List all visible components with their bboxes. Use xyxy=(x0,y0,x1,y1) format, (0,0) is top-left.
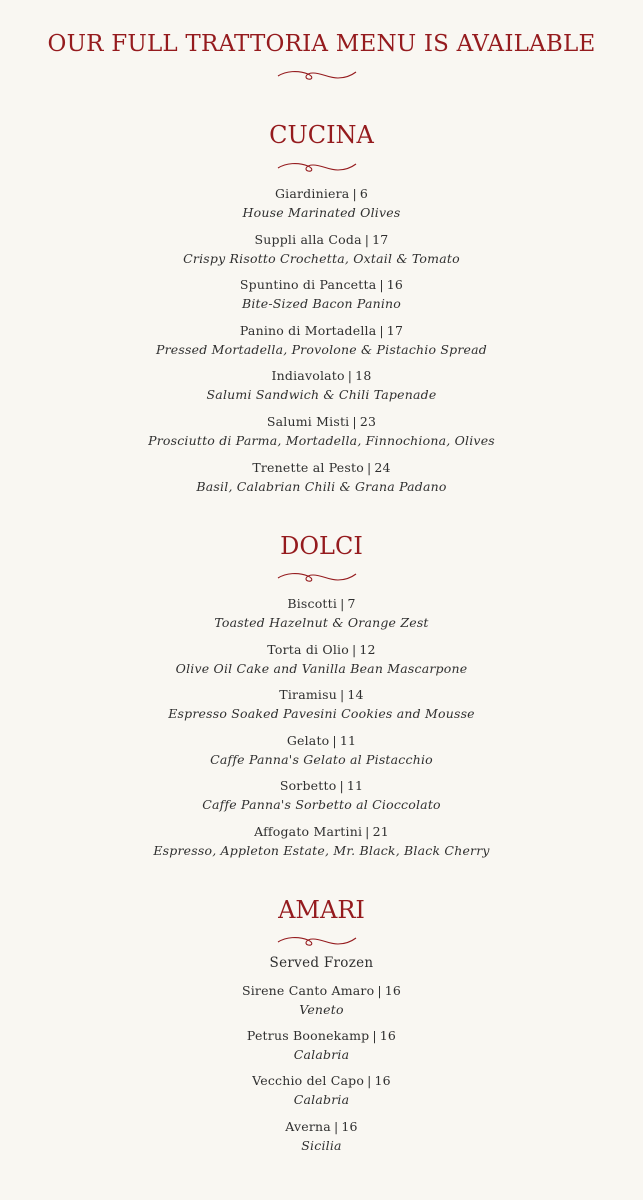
menu-item: Giardiniera | 6 House Marinated Olives xyxy=(0,184,643,222)
item-description: Crispy Risotto Crochetta, Oxtail & Tomato xyxy=(183,251,460,266)
item-name: Spuntino di Pancetta xyxy=(239,277,377,292)
menu-item: Suppli alla Coda | 17 Crispy Risotto Crochetta, Oxtail & Tomato xyxy=(0,230,643,268)
item-description: Caffe Panna's Sorbetto al Cioccolato xyxy=(202,797,441,812)
item-description: Caffe Panna's Gelato al Pistacchio xyxy=(210,752,433,767)
section-title-cucina: CUCINA xyxy=(269,121,374,149)
item-name: Affogato Martini xyxy=(254,824,363,839)
section-title-dolci: DOLCI xyxy=(280,532,363,560)
item-description: House Marinated Olives xyxy=(242,205,401,220)
item-price: 16 xyxy=(341,1119,358,1134)
item-description: Espresso, Appleton Estate, Mr. Black, Black Cherry xyxy=(153,843,490,858)
item-description: Calabria xyxy=(293,1047,350,1062)
item-name: Sorbetto xyxy=(279,778,337,793)
page-title: OUR FULL TRATTORIA MENU IS AVAILABLE xyxy=(47,31,596,57)
item-description: Bite-Sized Bacon Panino xyxy=(241,296,402,311)
item-name: Torta di Olio xyxy=(267,642,349,657)
item-price: 16 xyxy=(379,1028,397,1043)
item-price: 18 xyxy=(355,368,372,383)
item-description: Salumi Sandwich & Chili Tapenade xyxy=(206,387,437,402)
item-name: Giardiniera xyxy=(274,186,350,201)
menu-item: Sirene Canto Amaro | 16 Veneto xyxy=(0,981,643,1019)
item-price: 7 xyxy=(347,596,356,611)
section-note: Served Frozen xyxy=(269,955,374,971)
item-price: 21 xyxy=(372,824,389,839)
item-price: 17 xyxy=(386,323,404,338)
item-description: Basil, Calabrian Chili & Grana Padano xyxy=(196,479,447,494)
item-description: Toasted Hazelnut & Orange Zest xyxy=(214,615,429,630)
menu-item: Panino di Mortadella | 17 Pressed Mortadella, Provolone & Pistachio Spread xyxy=(0,321,643,359)
menu-item: Tiramisu | 14 Espresso Soaked Pavesini Cookies and Mousse xyxy=(0,685,643,723)
item-description: Veneto xyxy=(299,1002,344,1017)
item-name: Trenette al Pesto xyxy=(252,460,364,475)
menu-item: Petrus Boonekamp | 16 Calabria xyxy=(0,1026,643,1064)
flourish-divider-icon xyxy=(276,68,358,82)
menu-item: Averna | 16 Sicilia xyxy=(0,1117,643,1155)
item-name: Averna xyxy=(285,1119,331,1134)
item-name: Salumi Misti xyxy=(266,414,350,429)
flourish-divider-icon xyxy=(276,160,358,174)
flourish-divider-icon xyxy=(276,570,358,584)
menu-item: Indiavolato | 18 Salumi Sandwich & Chili Tapenade xyxy=(0,366,643,404)
item-name: Vecchio del Capo xyxy=(252,1073,365,1088)
item-description: Sicilia xyxy=(301,1138,342,1153)
menu-item: Sorbetto | 11 Caffe Panna's Sorbetto al Cioccolato xyxy=(0,776,643,814)
menu-item: Torta di Olio | 12 Olive Oil Cake and Vanilla Bean Mascarpone xyxy=(0,640,643,678)
item-description: Espresso Soaked Pavesini Cookies and Mousse xyxy=(168,706,475,721)
menu-item: Gelato | 11 Caffe Panna's Gelato al Pistacchio xyxy=(0,731,643,769)
menu-item: Salumi Misti | 23 Prosciutto di Parma, Mortadella, Finnochiona, Olives xyxy=(0,412,643,450)
menu-item: Affogato Martini | 21 Espresso, Appleton Estate, Mr. Black, Black Cherry xyxy=(0,822,643,860)
item-description: Pressed Mortadella, Provolone & Pistachio Spread xyxy=(156,342,487,357)
item-price: 6 xyxy=(359,186,369,201)
item-price: 14 xyxy=(347,687,364,702)
item-name: Gelato xyxy=(286,733,330,748)
menu-item: Vecchio del Capo | 16 Calabria xyxy=(0,1071,643,1109)
item-name: Suppli alla Coda xyxy=(254,232,362,247)
item-price: 12 xyxy=(359,642,376,657)
item-price: 16 xyxy=(386,277,404,292)
menu-item: Spuntino di Pancetta | 16 Bite-Sized Bacon Panino xyxy=(0,275,643,313)
item-description: Calabria xyxy=(293,1092,350,1107)
item-price: 11 xyxy=(339,733,357,748)
item-price: 16 xyxy=(374,1073,391,1088)
item-price: 16 xyxy=(384,983,402,998)
item-price: 17 xyxy=(372,232,389,247)
item-name: Biscotti xyxy=(287,596,338,611)
item-price: 23 xyxy=(359,414,377,429)
item-description: Olive Oil Cake and Vanilla Bean Mascarpone xyxy=(175,661,468,676)
flourish-divider-icon xyxy=(276,934,358,948)
section-title-amari: AMARI xyxy=(278,896,365,924)
item-description: Prosciutto di Parma, Mortadella, Finnochiona, Olives xyxy=(148,433,495,448)
item-name: Tiramisu xyxy=(279,687,337,702)
item-name: Sirene Canto Amaro xyxy=(241,983,375,998)
menu-item: Biscotti | 7 Toasted Hazelnut & Orange Zest xyxy=(0,594,643,632)
menu-item: Trenette al Pesto | 24 Basil, Calabrian Chili & Grana Padano xyxy=(0,458,643,496)
item-name: Panino di Mortadella xyxy=(239,323,377,338)
item-price: 11 xyxy=(346,778,364,793)
item-name: Indiavolato xyxy=(271,368,345,383)
item-price: 24 xyxy=(374,460,391,475)
item-name: Petrus Boonekamp xyxy=(246,1028,370,1043)
